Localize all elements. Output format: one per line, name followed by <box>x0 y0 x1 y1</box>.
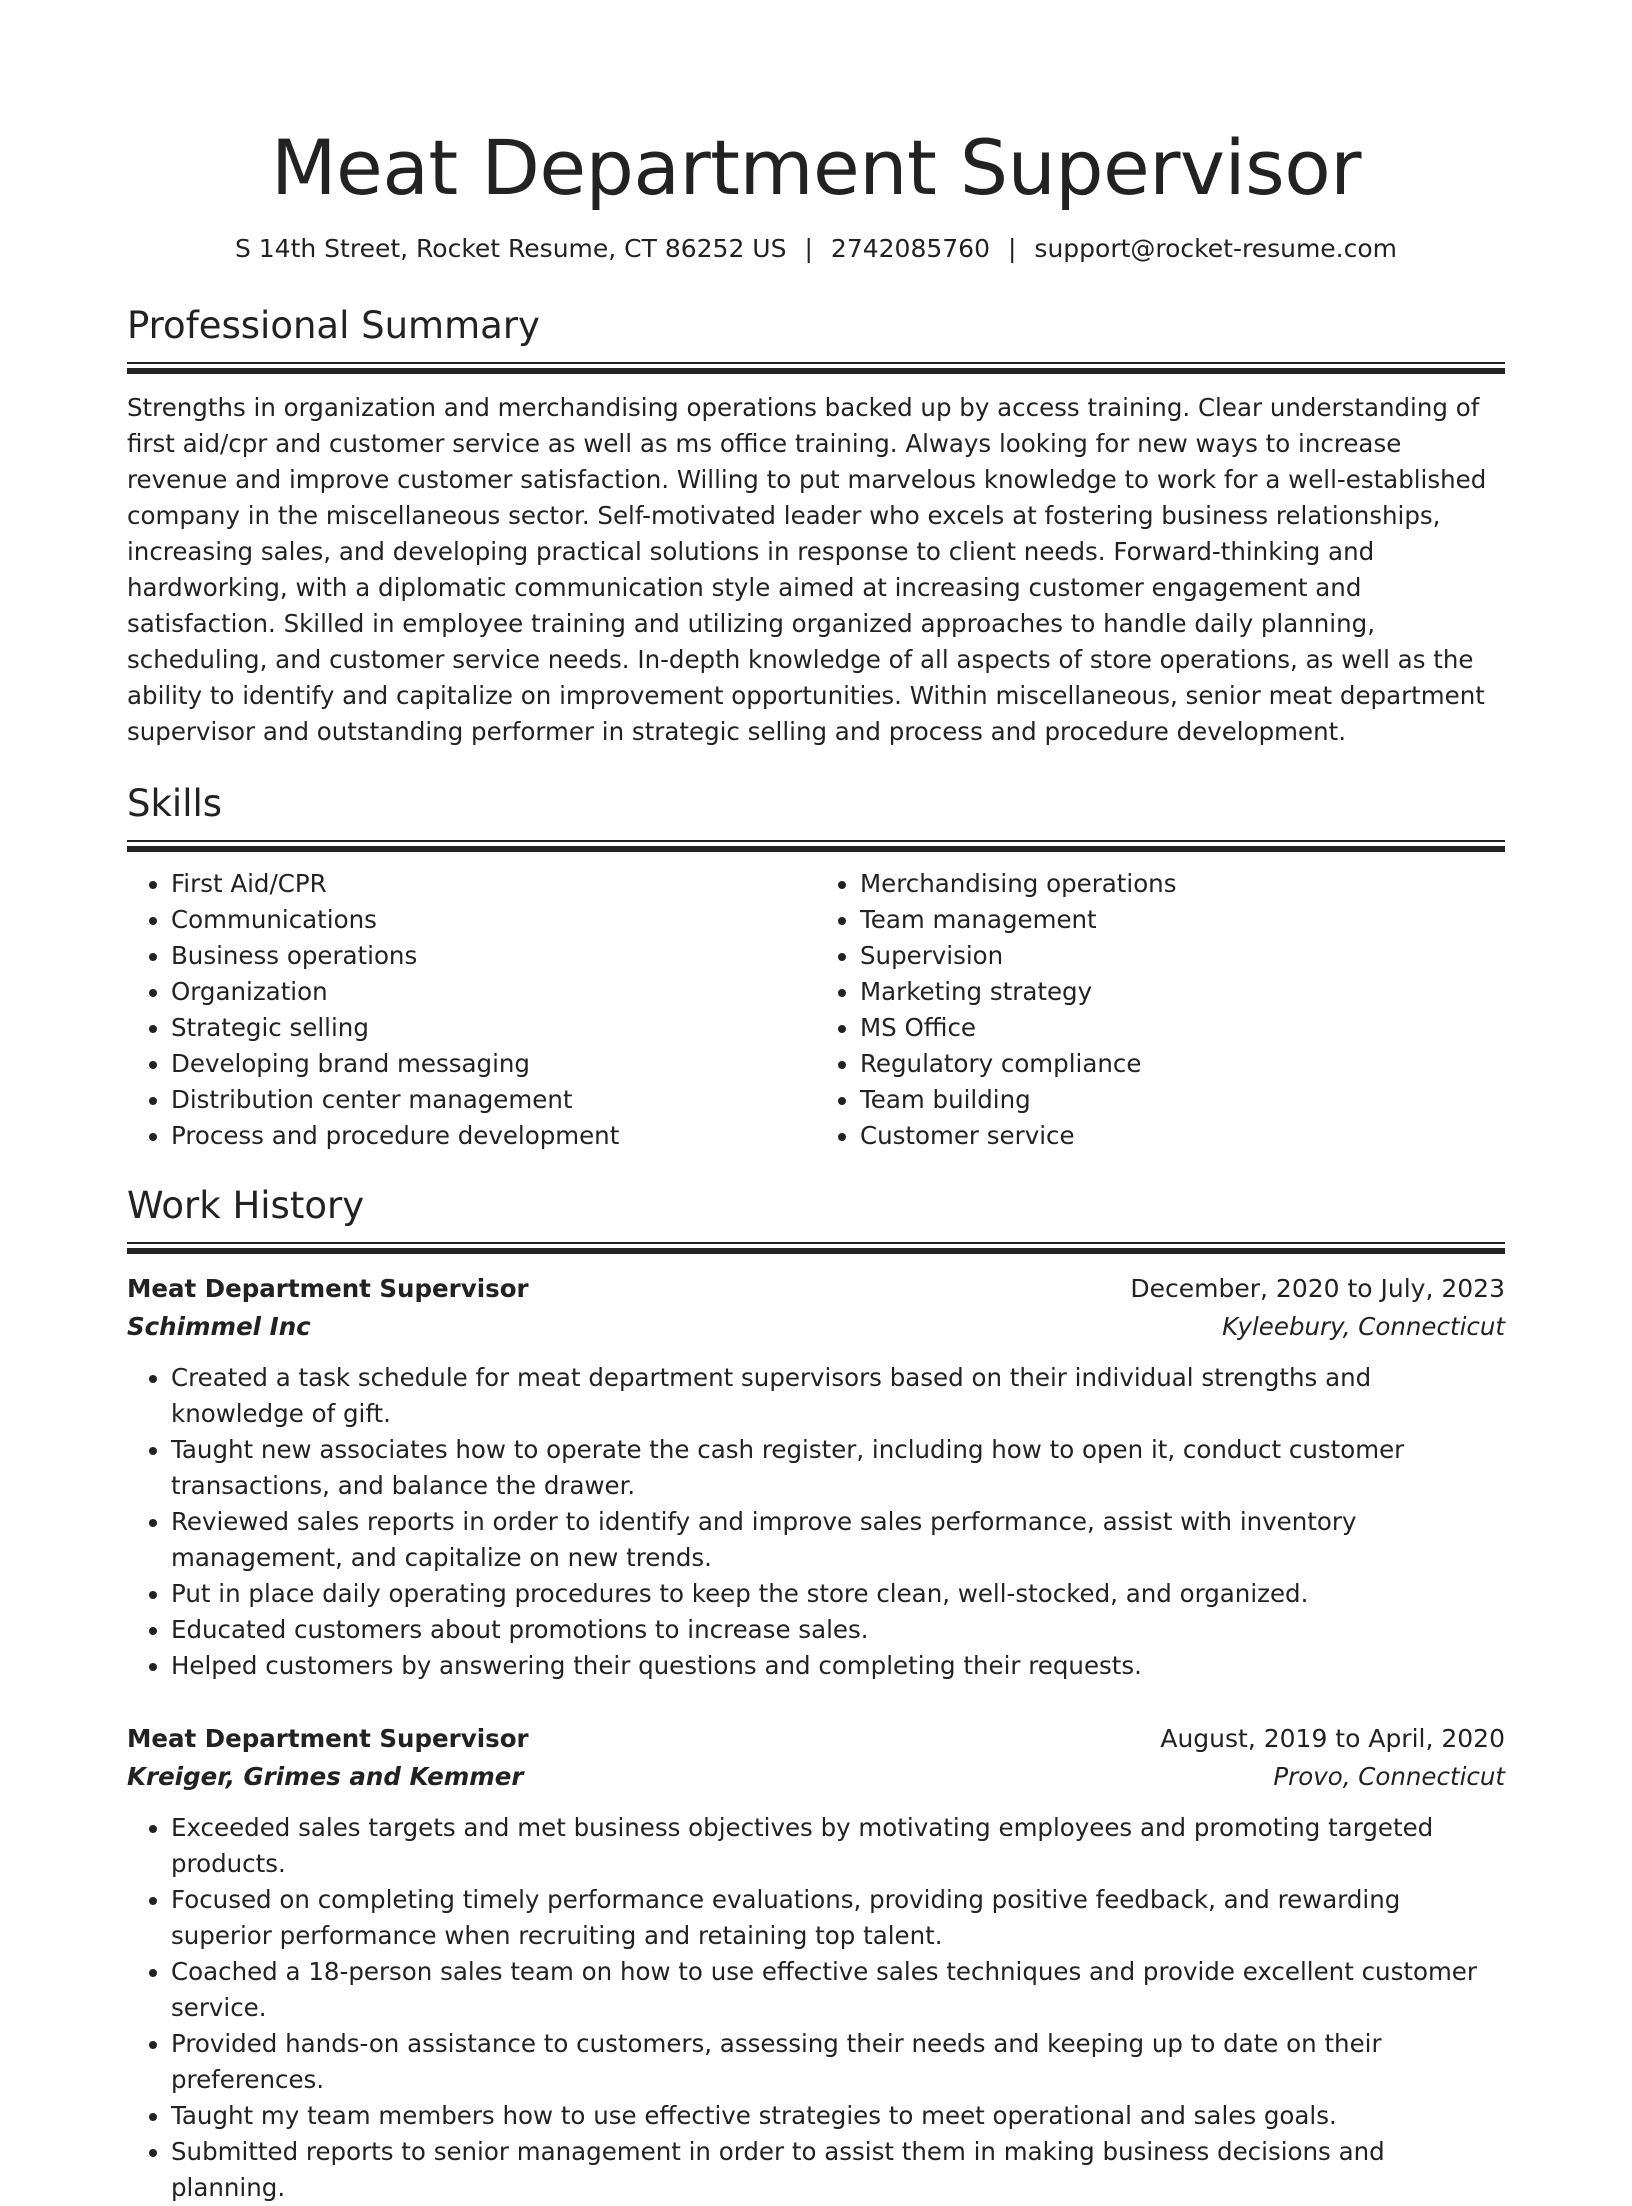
contact-email: support@rocket-resume.com <box>1034 234 1398 263</box>
job-subheader-row <box>127 1308 1505 1346</box>
job-dates: December, 2020 to July, 2023 <box>1130 1274 1505 1303</box>
skill-item: • Business operations <box>171 938 816 974</box>
skills-heading: Skills <box>127 782 223 825</box>
skill-item: • Distribution center management <box>171 1082 816 1118</box>
section-divider <box>127 840 1505 850</box>
summary-section <box>127 302 1505 750</box>
skills-section <box>127 780 1505 1154</box>
job-dates: August, 2019 to April, 2020 <box>1160 1724 1505 1753</box>
job-bullet: • Reviewed sales reports in order to identify and improve sales performance, assist with inventory management, and capitalize on new trends. <box>171 1504 1505 1576</box>
job-title: Meat Department Supervisor <box>127 1724 529 1753</box>
summary-heading: Professional Summary <box>127 304 540 347</box>
summary-text: Strengths in organization and merchandising operations backed up by access training. Clear understanding of first aid/cpr and customer service as well as ms office training. Always looking for new ways to increase revenue and improve customer satisfaction. Willing to put marvelous knowledge to work for a well-established company in the miscellaneous sector. Self-motivated leader who excels at fostering business relationships, increasing sales, and developing practical solutions in response to client needs. Forward-thinking and hardworking, with a diplomatic communication style aimed at increasing customer engagement and satisfaction. Skilled in employee training and utilizing organized approaches to handle daily planning, scheduling, and customer service needs. In-depth knowledge of all aspects of store operations, as well as the ability to identify and capitalize on improvement opportunities. Within miscellaneous, senior meat department supervisor and outstanding performer in strategic selling and process and procedure development. <box>127 393 1487 746</box>
job-entry <box>127 1720 1505 2206</box>
contact-separator: | <box>1007 234 1017 263</box>
contact-phone: 2742085760 <box>830 234 990 263</box>
skill-item: • First Aid/CPR <box>171 866 816 902</box>
skill-item: • Team building <box>860 1082 1505 1118</box>
skill-item: • Team management <box>860 902 1505 938</box>
skill-item: • Process and procedure development <box>171 1118 816 1154</box>
skill-item: • Marketing strategy <box>860 974 1505 1010</box>
job-subheader-row <box>127 1758 1505 1796</box>
section-divider <box>127 362 1505 372</box>
job-bullet: • Coached a 18-person sales team on how to use effective sales techniques and provide excellent customer service. <box>171 1954 1505 2026</box>
skills-grid <box>127 866 1505 1154</box>
skill-item: • Supervision <box>860 938 1505 974</box>
skills-column-left <box>127 866 816 1154</box>
skill-item: • Organization <box>171 974 816 1010</box>
job-bullet: • Provided hands-on assistance to customers, assessing their needs and keeping up to date on their preferences. <box>171 2026 1505 2098</box>
resume-name: Meat Department Supervisor <box>270 123 1361 212</box>
skill-item: • Strategic selling <box>171 1010 816 1046</box>
section-divider <box>127 1242 1505 1252</box>
skill-item: • MS Office <box>860 1010 1505 1046</box>
job-company: Kreiger, Grimes and Kemmer <box>127 1762 524 1791</box>
job-bullet: • Put in place daily operating procedures to keep the store clean, well-stocked, and organized. <box>171 1576 1505 1612</box>
skills-column-right <box>816 866 1505 1154</box>
skill-item: • Customer service <box>860 1118 1505 1154</box>
job-bullet: • Submitted reports to senior management in order to assist them in making business decisions and planning. <box>171 2134 1505 2206</box>
skill-item: • Communications <box>171 902 816 938</box>
job-bullet: • Taught my team members how to use effective strategies to meet operational and sales goals. <box>171 2098 1505 2134</box>
job-location: Provo, Connecticut <box>1273 1762 1505 1791</box>
job-header-row <box>127 1720 1505 1758</box>
skill-item: • Developing brand messaging <box>171 1046 816 1082</box>
job-location: Kyleebury, Connecticut <box>1222 1312 1505 1341</box>
job-bullet: • Focused on completing timely performance evaluations, providing positive feedback, and rewarding superior performance when recruiting and retaining top talent. <box>171 1882 1505 1954</box>
job-entry <box>127 1270 1505 1684</box>
job-bullet-list <box>127 1360 1505 1684</box>
job-bullet: • Educated customers about promotions to increase sales. <box>171 1612 1505 1648</box>
job-company: Schimmel Inc <box>127 1312 311 1341</box>
work-history-heading: Work History <box>127 1184 365 1227</box>
job-bullet: • Taught new associates how to operate the cash register, including how to open it, conduct customer transactions, and balance the drawer. <box>171 1432 1505 1504</box>
contact-address: S 14th Street, Rocket Resume, CT 86252 US <box>234 234 787 263</box>
job-bullet: • Helped customers by answering their questions and completing their requests. <box>171 1648 1505 1684</box>
job-title: Meat Department Supervisor <box>127 1274 529 1303</box>
job-bullet: • Exceeded sales targets and met business objectives by motivating employees and promoting targeted products. <box>171 1810 1505 1882</box>
job-bullet: • Created a task schedule for meat department supervisors based on their individual strengths and knowledge of gift. <box>171 1360 1505 1432</box>
skill-item: • Merchandising operations <box>860 866 1505 902</box>
contact-line <box>127 232 1505 266</box>
contact-separator: | <box>804 234 813 263</box>
job-header-row <box>127 1270 1505 1308</box>
skill-item: • Regulatory compliance <box>860 1046 1505 1082</box>
job-bullet-list <box>127 1810 1505 2206</box>
work-history-section <box>127 1182 1505 2206</box>
